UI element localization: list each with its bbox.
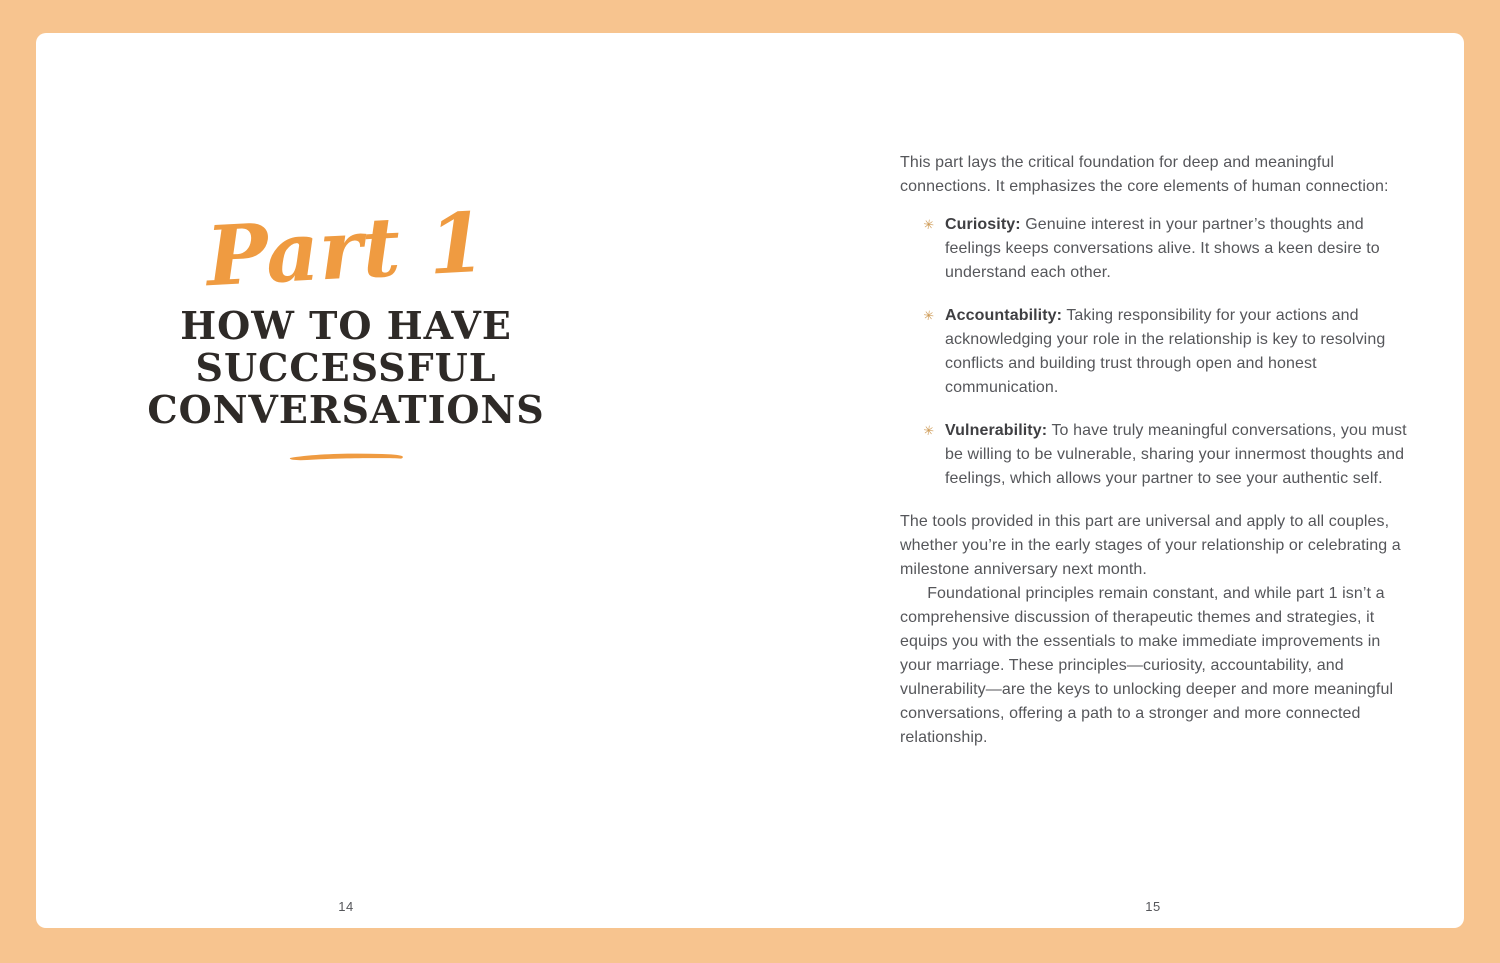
asterisk-bullet-icon: ✳ <box>922 308 936 325</box>
part-title-line: HOW TO HAVE <box>180 303 512 349</box>
list-item <box>900 213 1408 285</box>
book-page-spread <box>36 33 1464 928</box>
bullet-text: Taking responsibility for your actions and acknowledging your role in the relationship is key to resolving conflicts and building trust through open and honest communication. <box>945 307 1386 396</box>
bullet-text: To have truly meaningful conversations, you must be willing to be vulnerable, sharing your innermost thoughts and feelings, which allows your partner to see your authentic self. <box>945 422 1407 487</box>
part-number-script: Part 1 <box>204 194 488 306</box>
bullet-term: Accountability: <box>945 307 1063 324</box>
asterisk-bullet-icon: ✳ <box>922 217 936 234</box>
list-item <box>900 304 1408 400</box>
part-title-line: SUCCESSFUL <box>195 344 497 390</box>
body-paragraph: Foundational principles remain constant, and while part 1 isn’t a comprehensive discussion of therapeutic themes and strategies, it equips you with the essentials to make immediate improvements in your marriage. These principles—curiosity, accountability, and vulnerability—are the keys to unlocking deeper and more meaningful conversations, offering a path to a stronger and more connected relationship. <box>900 585 1394 746</box>
list-item <box>900 419 1408 491</box>
page-number-right: 15 <box>1145 899 1161 914</box>
brush-underline-icon <box>66 449 626 463</box>
body-text-block <box>900 151 1408 750</box>
page-number-left: 14 <box>338 899 354 914</box>
intro-paragraph: This part lays the critical foundation for deep and meaningful connections. It emphasizes the core elements of human connection: <box>900 154 1389 195</box>
part-title-line: CONVERSATIONS <box>147 386 545 432</box>
bullet-list <box>900 213 1408 491</box>
body-paragraph: The tools provided in this part are universal and apply to all couples, whether you’re in the early stages of your relationship or celebrating a milestone anniversary next month. <box>900 513 1401 578</box>
part-opener-block <box>66 194 626 463</box>
bullet-term: Vulnerability: <box>945 422 1048 439</box>
bullet-text: Genuine interest in your partner’s thoughts and feelings keeps conversations alive. It shows a keen desire to understand each other. <box>945 216 1380 281</box>
part-title <box>66 305 626 430</box>
bullet-term: Curiosity: <box>945 216 1021 233</box>
asterisk-bullet-icon: ✳ <box>922 423 936 440</box>
